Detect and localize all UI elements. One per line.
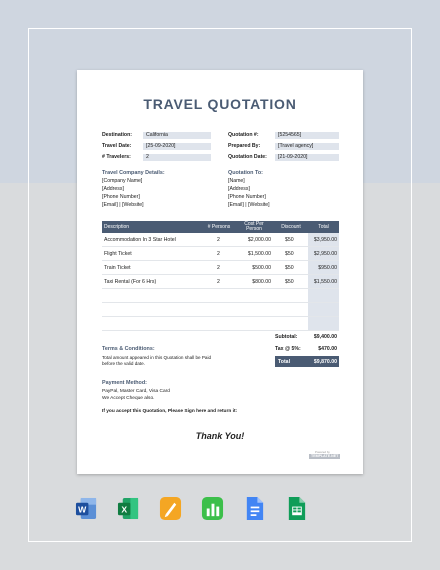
column-header-description: Description	[104, 223, 130, 230]
row4-cost: $800.00	[252, 279, 271, 285]
row3-cost: $500.00	[252, 265, 271, 271]
terms-line-2: before the valid date.	[102, 361, 145, 366]
row4-total: $1,550.00	[313, 279, 337, 285]
company-name: [Company Name]	[102, 178, 143, 184]
row3-discount: $50	[285, 265, 294, 271]
destination-label: Destination:	[102, 132, 132, 138]
row3-persons: 2	[217, 265, 220, 271]
client-phone: [Phone Number]	[228, 194, 266, 200]
company-email-website: [Email] | [Website]	[102, 202, 144, 208]
travelers-value: 2	[146, 154, 149, 160]
payment-line-2: We Accept Cheque also.	[102, 396, 155, 401]
google-docs-icon[interactable]	[243, 496, 266, 521]
tax-label: Tax @ 5%:	[275, 346, 301, 352]
svg-text:W: W	[78, 504, 87, 515]
row4-persons: 2	[217, 279, 220, 285]
table-row	[102, 247, 339, 261]
company-phone: [Phone Number]	[102, 194, 140, 200]
format-icons	[75, 496, 375, 522]
quotation-number-value: [5254565]	[278, 132, 302, 138]
table-row	[102, 261, 339, 275]
destination-value: California	[146, 132, 168, 138]
row2-discount: $50	[285, 251, 294, 257]
numbers-icon[interactable]	[201, 496, 224, 521]
travelers-label: # Travelers:	[102, 154, 131, 160]
watermark-logo: TEMPLATE.NET	[311, 454, 339, 458]
svg-text:X: X	[121, 504, 128, 515]
tax-value: $470.00	[318, 346, 337, 352]
prepared-by-label: Prepared By:	[228, 143, 261, 149]
row1-cost: $2,000.00	[247, 237, 271, 243]
row3-description: Train Ticket	[104, 265, 131, 271]
row2-description: Flight Ticket	[104, 251, 132, 257]
watermark-caption: Powered by	[315, 450, 330, 454]
quotation-date-label: Quotation Date:	[228, 154, 267, 160]
travel-date-label: Travel Date:	[102, 143, 132, 149]
table-row	[102, 317, 339, 331]
client-address: [Address]	[228, 186, 250, 192]
terms-heading: Terms & Conditions:	[102, 346, 155, 352]
payment-line-1: PayPal, Master Card, Visa Card	[102, 389, 170, 394]
travelers-field	[143, 154, 211, 161]
prepared-by-value: [Travel agency]	[278, 143, 314, 149]
grand-total-label: Total	[278, 359, 291, 365]
grand-total-value: $9,870.00	[313, 359, 337, 365]
row4-description: Taxi Rental (For 6 Hrs)	[104, 279, 157, 285]
pages-icon[interactable]	[159, 496, 182, 521]
row2-total: $2,950.00	[313, 251, 337, 257]
payment-method-heading: Payment Method:	[102, 380, 147, 386]
company-details-heading: Travel Company Details:	[102, 170, 165, 176]
row1-discount: $50	[285, 237, 294, 243]
client-name: [Name]	[228, 178, 245, 184]
google-sheets-icon[interactable]	[285, 496, 308, 521]
column-header-persons: # Persons	[207, 223, 231, 230]
excel-icon[interactable]	[117, 496, 140, 521]
acceptance-text: If you accept this Quotation, Please Sign here and return it:	[102, 409, 238, 414]
word-icon[interactable]	[75, 496, 98, 521]
table-row	[102, 289, 339, 303]
row2-cost: $1,500.00	[247, 251, 271, 257]
table-row	[102, 303, 339, 317]
document-page	[77, 70, 363, 474]
row3-total: $950.00	[318, 265, 337, 271]
document-title: TRAVEL QUOTATION	[143, 96, 297, 112]
terms-line-1: Total amount appeared in this Quotation shall be Paid	[102, 355, 212, 360]
quotation-number-label: Quotation #:	[228, 132, 259, 138]
column-header-total: Total	[318, 223, 329, 230]
travel-date-value: [25-09-2020]	[146, 143, 176, 149]
client-email-website: [Email] | [Website]	[228, 202, 270, 208]
row4-discount: $50	[285, 279, 294, 285]
subtotal-value: $9,400.00	[313, 334, 337, 340]
column-header-discount: Discount	[281, 223, 301, 230]
row1-description: Accommodation In 3 Star Hotel	[104, 237, 176, 243]
quotation-date-value: [21-09-2020]	[278, 154, 308, 160]
row1-persons: 2	[217, 237, 220, 243]
thank-you: Thank You!	[195, 431, 245, 441]
subtotal-label: Subtotal:	[275, 334, 298, 340]
row2-persons: 2	[217, 251, 220, 257]
column-header-cost-per-person: Cost Per Person	[244, 221, 264, 232]
quotation-to-heading: Quotation To:	[228, 170, 263, 176]
company-address: [Address]	[102, 186, 124, 192]
row1-total: $3,950.00	[313, 237, 337, 243]
